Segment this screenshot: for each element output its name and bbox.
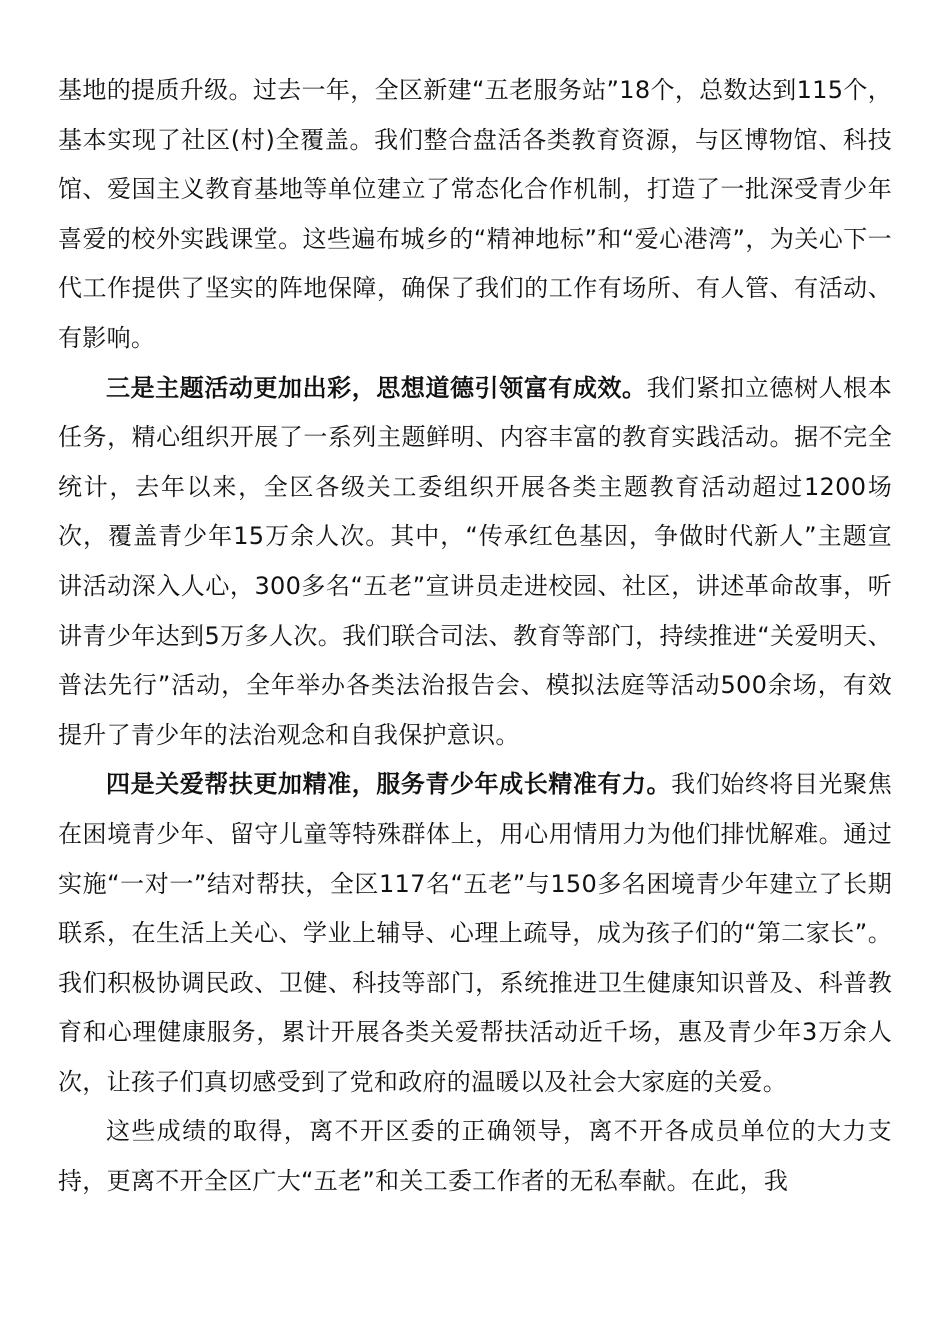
paragraph-text: 基地的提质升级。过去一年，全区新建“五老服务站”18个，总数达到115个，基本实现了社区(村)全覆盖。我们整合盘活各类教育资源，与区博物馆、科技馆、爱国主义教育基地等单位建立了常态化合作机制，打造了一批深受青少年喜爱的校外实践课堂。这些遍布城乡的“精神地标”和“爱心港湾”，为关心下一代工作提供了坚实的阵地保障，确保了我们的工作有场所、有人管、有活动、有影响。 — [58, 76, 892, 352]
paragraph-text: 我们紧扣立德树人根本任务，精心组织开展了一系列主题鲜明、内容丰富的教育实践活动。据不完全统计，去年以来，全区各级关工委组织开展各类主题教育活动超过1200场次，覆盖青少年15万余人次。其中，“传承红色基因，争做时代新人”主题宣讲活动深入人心，300多名“五老”宣讲员走进校园、社区，讲述革命故事，听讲青少年达到5万多人次。我们联合司法、教育等部门，持续推进“关爱明天、普法先行”活动，全年举办各类法治报告会、模拟法庭等活动500余场，有效提升了青少年的法治观念和自我保护意识。 — [58, 373, 892, 749]
paragraph-venue-upgrade — [58, 66, 892, 364]
paragraph-theme-activities — [58, 364, 892, 761]
paragraph-text: 这些成绩的取得，离不开区委的正确领导，离不开各成员单位的大力支持，更离不开全区广大“五老”和关工委工作者的无私奉献。在此，我 — [58, 1117, 892, 1196]
paragraph-text: 我们始终将目光聚焦在困境青少年、留守儿童等特殊群体上，用心用情用力为他们排忧解难。通过实施“一对一”结对帮扶，全区117名“五老”与150多名困境青少年建立了长期联系，在生活上关心、学业上辅导、心理上疏导，成为孩子们的“第二家长”。我们积极协调民政、卫健、科技等部门，系统推进卫生健康知识普及、科普教育和心理健康服务，累计开展各类关爱帮扶活动近千场，惠及青少年3万余人次，让孩子们真切感受到了党和政府的温暖以及社会大家庭的关爱。 — [58, 770, 892, 1096]
paragraph-care-assistance — [58, 760, 892, 1107]
document-page — [58, 66, 892, 1207]
paragraph-lead-heading: 四是关爱帮扶更加精准，服务青少年成长精准有力。 — [106, 770, 672, 799]
paragraph-lead-heading: 三是主题活动更加出彩，思想道德引领富有成效。 — [106, 373, 647, 402]
paragraph-acknowledgement — [58, 1107, 892, 1206]
